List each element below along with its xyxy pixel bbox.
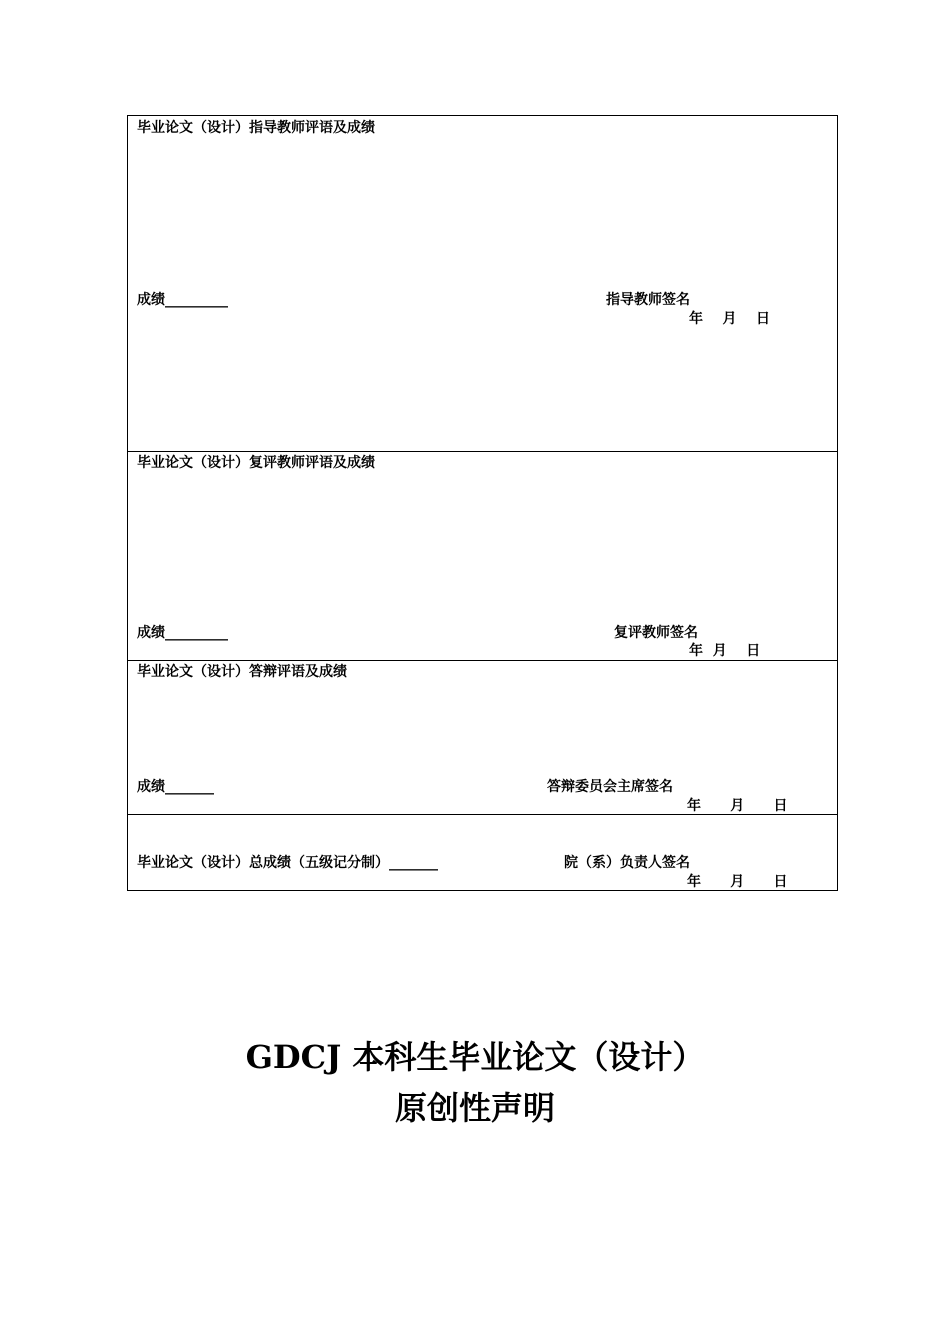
declaration-title-line1: GDCJ 本科生毕业论文（设计） xyxy=(245,1038,705,1076)
total-date-label: 年 月 日 xyxy=(687,874,788,890)
defense-date-label: 年 月 日 xyxy=(687,798,788,814)
reviewer-section-heading: 毕业论文（设计）复评教师评语及成绩 xyxy=(137,455,375,471)
defense-grade-field[interactable]: 成绩_______ xyxy=(137,779,214,795)
declaration-title-line2: 原创性声明 xyxy=(394,1089,555,1127)
advisor-signature-label: 指导教师签名 xyxy=(606,292,690,308)
advisor-evaluation-section xyxy=(128,116,837,451)
reviewer-date-label: 年 月 日 xyxy=(689,643,761,659)
total-grade-section xyxy=(128,815,837,892)
defense-evaluation-section xyxy=(128,661,837,814)
defense-section-heading: 毕业论文（设计）答辩评语及成绩 xyxy=(137,664,347,680)
dean-signature-label: 院（系）负责人签名 xyxy=(564,855,690,871)
advisor-date-label: 年 月 日 xyxy=(689,311,770,327)
evaluation-form-table xyxy=(127,115,838,891)
total-grade-field[interactable]: 毕业论文（设计）总成绩（五级记分制）_______ xyxy=(137,855,438,871)
reviewer-evaluation-section xyxy=(128,452,837,660)
reviewer-signature-label: 复评教师签名 xyxy=(614,625,698,641)
defense-signature-label: 答辩委员会主席签名 xyxy=(547,779,673,795)
reviewer-grade-field[interactable]: 成绩_________ xyxy=(137,625,228,641)
advisor-section-heading: 毕业论文（设计）指导教师评语及成绩 xyxy=(137,120,375,136)
advisor-grade-field[interactable]: 成绩_________ xyxy=(137,292,228,308)
